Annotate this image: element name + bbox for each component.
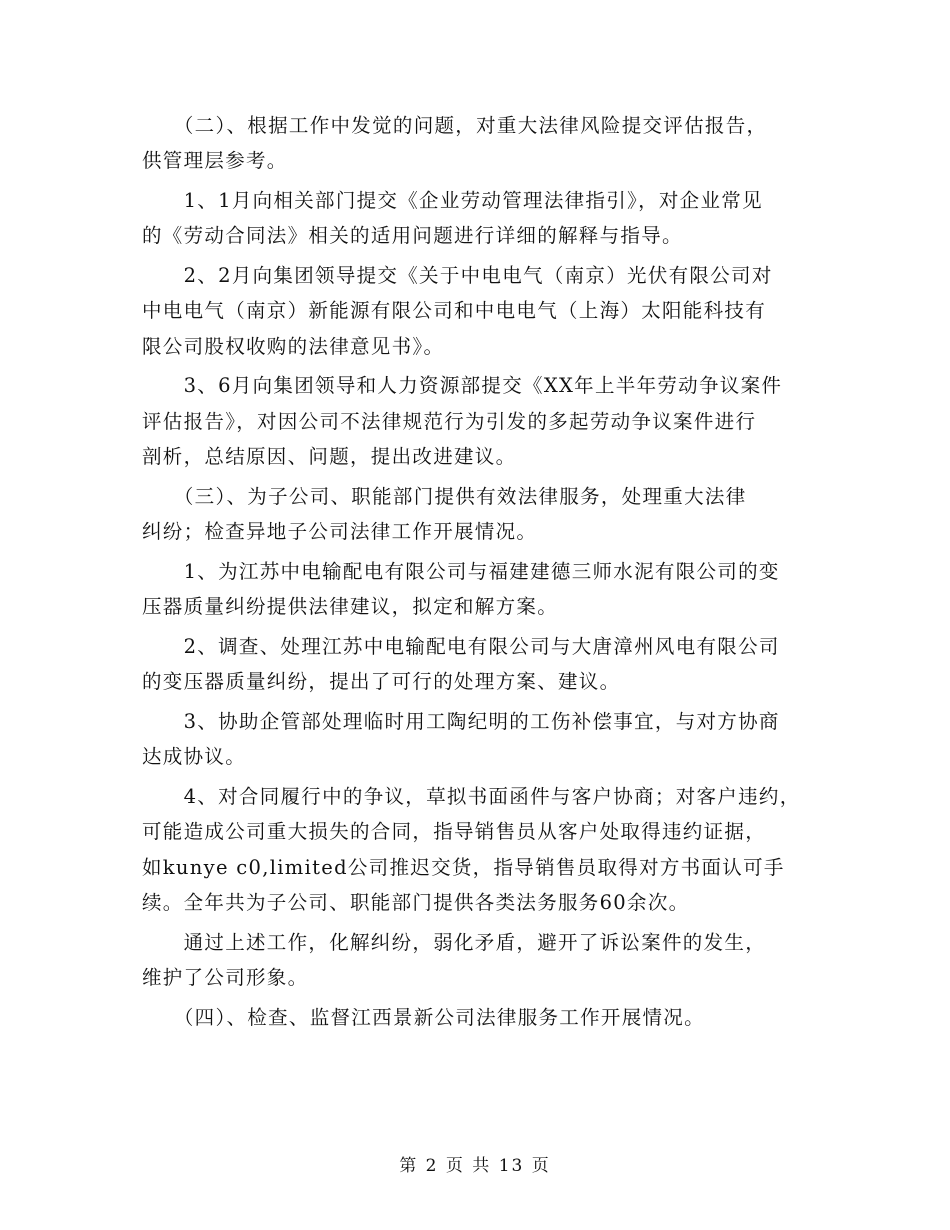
text-line: 如kunye c0,limited公司推迟交货，指导销售员取得对方书面认可手 bbox=[142, 856, 785, 879]
text-line: 维护了公司形象。 bbox=[142, 966, 309, 989]
text-line: 压器质量纠纷提供法律建议，拟定和解方案。 bbox=[142, 595, 559, 618]
text-line: 2、2月向集团领导提交《关于中电电气（南京）光伏有限公司对 bbox=[142, 264, 773, 287]
text-line: 通过上述工作，化解纠纷，弱化矛盾，避开了诉讼案件的发生， bbox=[142, 931, 767, 954]
text-line: 供管理层参考。 bbox=[142, 149, 288, 172]
text-line: 的《劳动合同法》相关的适用问题进行详细的解释与指导。 bbox=[142, 224, 683, 247]
text-line: 1、1月向相关部门提交《企业劳动管理法律指引》，对企业常见 bbox=[142, 189, 763, 212]
text-line: 续。全年共为子公司、职能部门提供各类法务服务60余次。 bbox=[142, 891, 690, 914]
text-line: 4、对合同履行中的争议，草拟书面函件与客户协商；对客户违约， bbox=[142, 785, 801, 808]
text-line: 限公司股权收购的法律意见书》。 bbox=[142, 335, 445, 358]
page-number: 第 2 页 共 13 页 bbox=[399, 1156, 551, 1176]
text-line: （四）、检查、监督江西景新公司法律服务工作开展情况。 bbox=[142, 1006, 705, 1029]
text-line: 1、为江苏中电输配电有限公司与福建建德三师水泥有限公司的变 bbox=[142, 560, 780, 583]
text-line: 可能造成公司重大损失的合同，指导销售员从客户处取得违约证据， bbox=[142, 820, 767, 843]
text-line: 的变压器质量纠纷，提出了可行的处理方案、建议。 bbox=[142, 670, 621, 693]
text-line: 评估报告》，对因公司不法律规范行为引发的多起劳动争议案件进行 bbox=[142, 410, 757, 433]
text-line: 2、调查、处理江苏中电输配电有限公司与大唐漳州风电有限公司 bbox=[142, 635, 780, 658]
text-line: （三）、为子公司、职能部门提供有效法律服务，处理重大法律 bbox=[142, 485, 747, 508]
text-line: （二）、根据工作中发觉的问题，对重大法律风险提交评估报告， bbox=[142, 114, 768, 137]
text-line: 纠纷；检查异地子公司法律工作开展情况。 bbox=[142, 520, 538, 543]
text-line: 剖析，总结原因、问题，提出改进建议。 bbox=[142, 445, 517, 468]
text-line: 达成协议。 bbox=[142, 745, 247, 768]
text-line: 3、6月向集团领导和人力资源部提交《XX年上半年劳动争议案件 bbox=[142, 374, 783, 397]
text-line: 中电电气（南京）新能源有限公司和中电电气（上海）太阳能科技有 bbox=[142, 299, 767, 322]
text-line: 3、协助企管部处理临时用工陶纪明的工伤补偿事宜，与对方协商 bbox=[142, 710, 780, 733]
